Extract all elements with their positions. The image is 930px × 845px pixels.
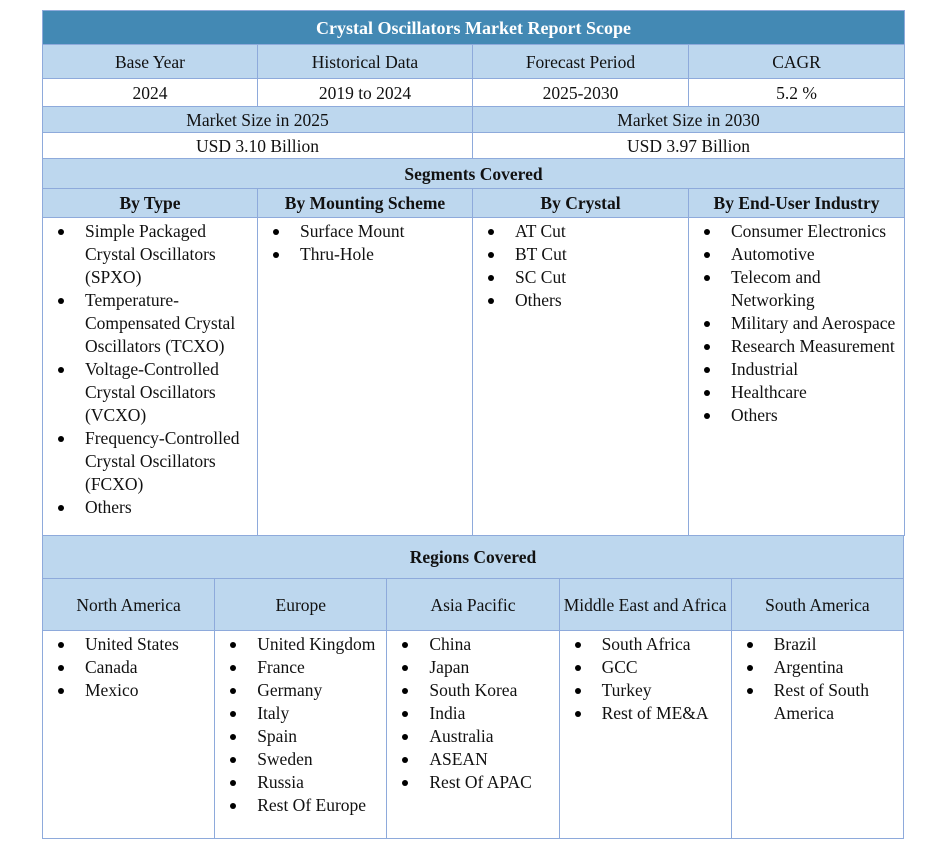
list-item: Surface Mount <box>300 220 468 243</box>
value-size-2025: USD 3.10 Billion <box>43 133 473 159</box>
list-item: Argentina <box>774 656 899 679</box>
list-item: BT Cut <box>515 243 684 266</box>
list-item: Automotive <box>731 243 900 266</box>
list-item: Thru-Hole <box>300 243 468 266</box>
regions-column-list <box>43 631 215 839</box>
list-item: Australia <box>429 725 554 748</box>
list-item: Industrial <box>731 358 900 381</box>
header-forecast: Forecast Period <box>473 45 689 79</box>
bullet-list <box>477 220 684 312</box>
regions-title: Regions Covered <box>43 536 904 579</box>
list-item: Voltage-Controlled Crystal Oscillators (VCXO) <box>85 358 253 427</box>
list-item: Sweden <box>257 748 382 771</box>
list-item: Japan <box>429 656 554 679</box>
bullet-list <box>47 220 253 519</box>
list-item: Consumer Electronics <box>731 220 900 243</box>
list-item: Research Measurement <box>731 335 900 358</box>
list-item: SC Cut <box>515 266 684 289</box>
bullet-list <box>47 633 210 702</box>
segments-column-list <box>689 218 905 536</box>
list-item: Turkey <box>602 679 727 702</box>
list-item: Rest Of APAC <box>429 771 554 794</box>
list-item: Rest of South America <box>774 679 899 725</box>
list-item: Healthcare <box>731 381 900 404</box>
value-cagr: 5.2 % <box>689 79 905 107</box>
regions-column-header: Europe <box>215 579 387 631</box>
segments-column-list <box>258 218 473 536</box>
segments-column-header: By Type <box>43 189 258 218</box>
list-item: Italy <box>257 702 382 725</box>
list-item: Russia <box>257 771 382 794</box>
list-item: South Korea <box>429 679 554 702</box>
list-item: Mexico <box>85 679 210 702</box>
header-base-year: Base Year <box>43 45 258 79</box>
list-item: Germany <box>257 679 382 702</box>
list-item: Rest Of Europe <box>257 794 382 817</box>
header-historical: Historical Data <box>258 45 473 79</box>
list-item: South Africa <box>602 633 727 656</box>
list-item: Others <box>731 404 900 427</box>
list-item: China <box>429 633 554 656</box>
list-item: Others <box>85 496 253 519</box>
bullet-list <box>262 220 468 266</box>
list-item: ASEAN <box>429 748 554 771</box>
list-item: Telecom and Networking <box>731 266 900 312</box>
list-item: GCC <box>602 656 727 679</box>
regions-column-header: North America <box>43 579 215 631</box>
segments-column-header: By Crystal <box>473 189 689 218</box>
value-forecast: 2025-2030 <box>473 79 689 107</box>
table-title: Crystal Oscillators Market Report Scope <box>43 11 905 45</box>
list-item: AT Cut <box>515 220 684 243</box>
header-size-2030: Market Size in 2030 <box>473 107 905 133</box>
list-item: Rest of ME&A <box>602 702 727 725</box>
list-item: Simple Packaged Crystal Oscillators (SPXO) <box>85 220 253 289</box>
list-item: Brazil <box>774 633 899 656</box>
regions-table <box>42 535 904 839</box>
list-item: United States <box>85 633 210 656</box>
list-item: Spain <box>257 725 382 748</box>
segments-title: Segments Covered <box>43 159 905 189</box>
regions-column-header: South America <box>731 579 903 631</box>
segments-column-header: By End-User Industry <box>689 189 905 218</box>
list-item: United Kingdom <box>257 633 382 656</box>
segments-column-list <box>43 218 258 536</box>
bullet-list <box>219 633 382 817</box>
list-item: Temperature-Compensated Crystal Oscillators (TCXO) <box>85 289 253 358</box>
list-item: India <box>429 702 554 725</box>
regions-column-list <box>559 631 731 839</box>
regions-column-list <box>387 631 559 839</box>
bullet-list <box>693 220 900 427</box>
list-item: Others <box>515 289 684 312</box>
bullet-list <box>564 633 727 725</box>
regions-column-header: Middle East and Africa <box>559 579 731 631</box>
header-size-2025: Market Size in 2025 <box>43 107 473 133</box>
segments-column-list <box>473 218 689 536</box>
list-item: Frequency-Controlled Crystal Oscillators (FCXO) <box>85 427 253 496</box>
header-cagr: CAGR <box>689 45 905 79</box>
bullet-list <box>736 633 899 725</box>
list-item: Canada <box>85 656 210 679</box>
value-size-2030: USD 3.97 Billion <box>473 133 905 159</box>
list-item: France <box>257 656 382 679</box>
bullet-list <box>391 633 554 794</box>
regions-column-list <box>215 631 387 839</box>
report-scope-table <box>42 10 905 536</box>
value-historical: 2019 to 2024 <box>258 79 473 107</box>
value-base-year: 2024 <box>43 79 258 107</box>
regions-column-list <box>731 631 903 839</box>
regions-column-header: Asia Pacific <box>387 579 559 631</box>
segments-column-header: By Mounting Scheme <box>258 189 473 218</box>
list-item: Military and Aerospace <box>731 312 900 335</box>
